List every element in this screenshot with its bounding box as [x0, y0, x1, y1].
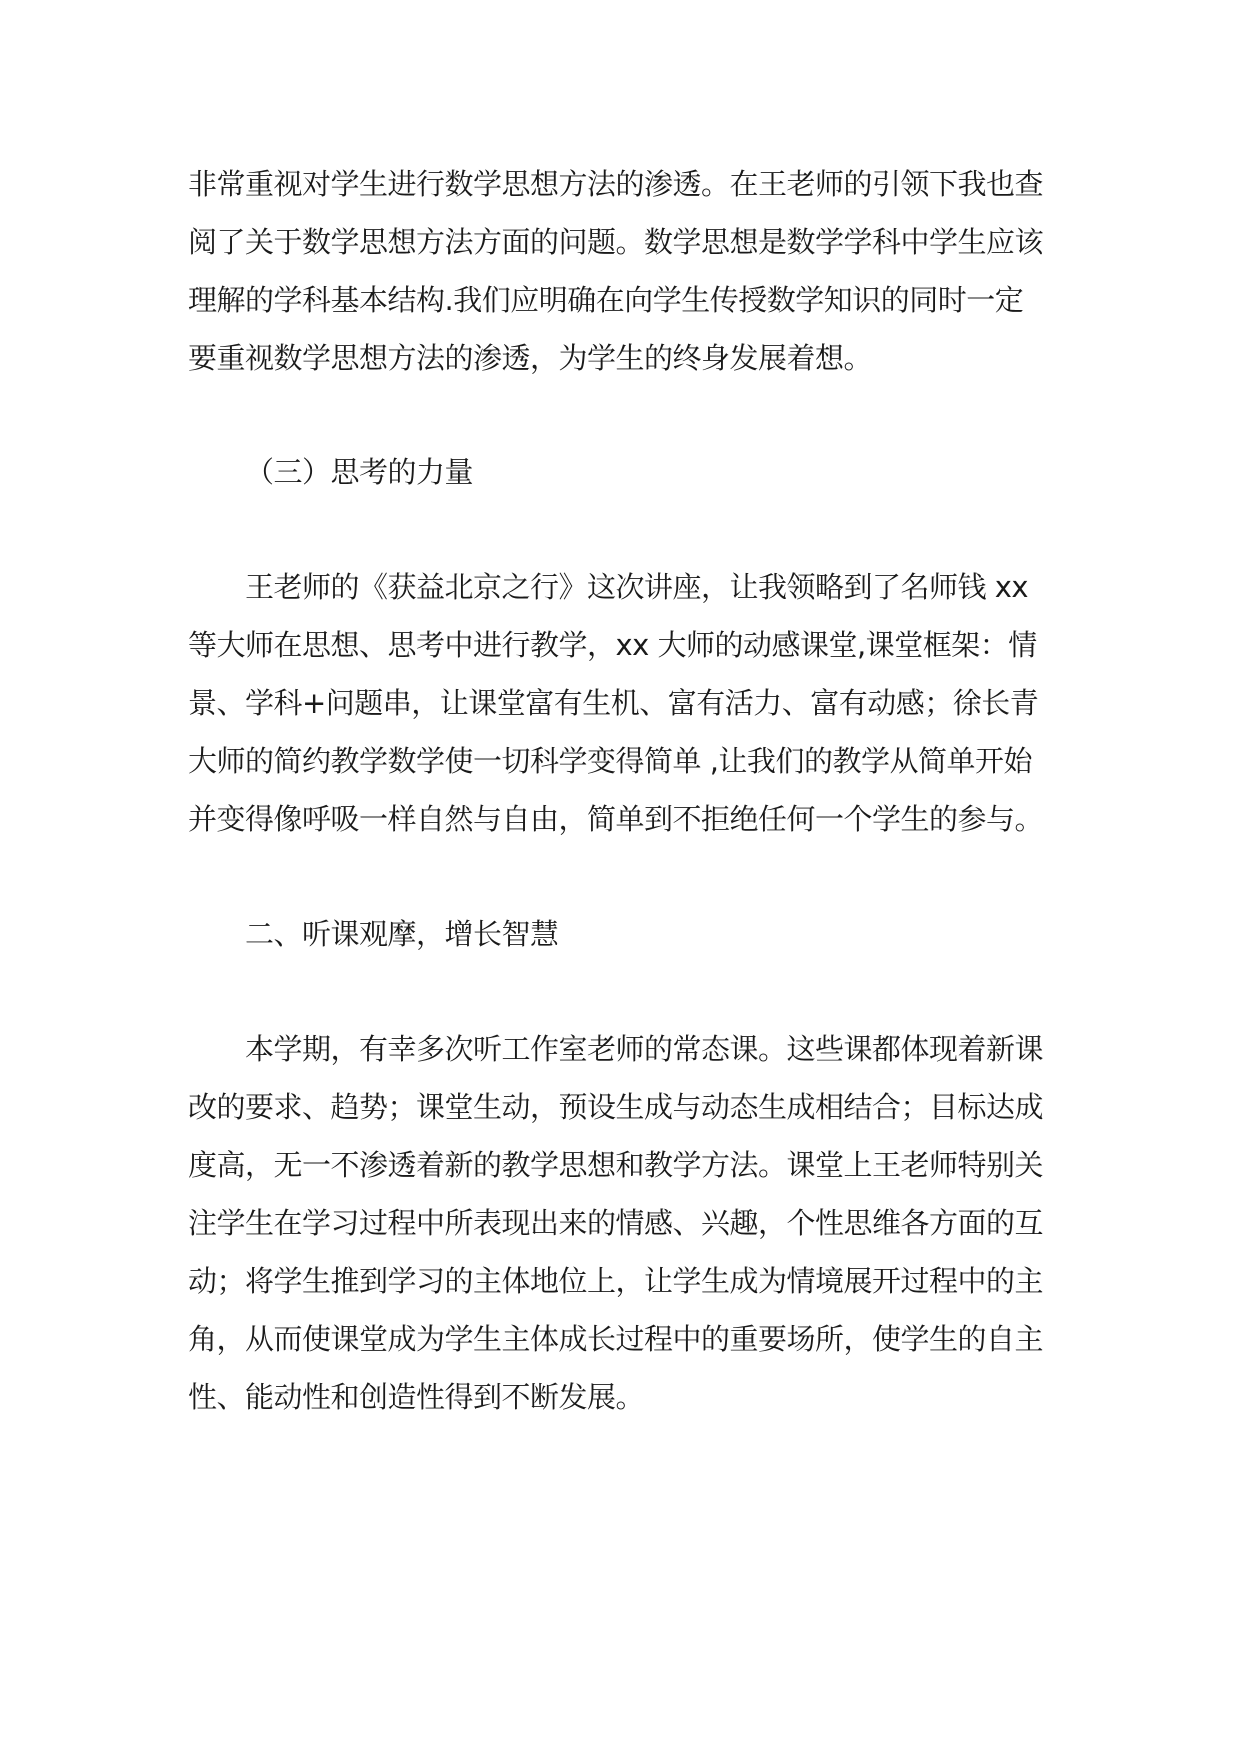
paragraph-line: 角，从而使课堂成为学生主体成长过程中的重要场所，使学生的自主 [188, 1322, 1044, 1356]
paragraph-line: 注学生在学习过程中所表现出来的情感、兴趣，个性思维各方面的互 [188, 1206, 1044, 1240]
paragraph-line: 本学期，有幸多次听工作室老师的常态课。这些课都体现着新课 [245, 1032, 1044, 1066]
paragraph-line: 大师的简约教学数学使一切科学变得简单 ,让我们的教学从简单开始 [188, 744, 1032, 778]
paragraph-line: 动；将学生推到学习的主体地位上，让学生成为情境展开过程中的主 [188, 1264, 1044, 1298]
paragraph-line: 非常重视对学生进行数学思想方法的渗透。在王老师的引领下我也查 [188, 167, 1044, 201]
paragraph-line: 要重视数学思想方法的渗透，为学生的终身发展着想。 [188, 341, 873, 375]
paragraph-line: 度高，无一不渗透着新的教学思想和教学方法。课堂上王老师特别关 [188, 1148, 1044, 1182]
paragraph-line: 等大师在思想、思考中进行教学，xx 大师的动感课堂,课堂框架：情 [188, 628, 1037, 662]
paragraph-line: 改的要求、趋势；课堂生动，预设生成与动态生成相结合；目标达成 [188, 1090, 1044, 1124]
section-heading-observation: 二、听课观摩，增长智慧 [245, 917, 559, 951]
paragraph-line: 景、学科+问题串，让课堂富有生机、富有活力、富有动感；徐长青 [188, 686, 1039, 720]
paragraph-line: 并变得像呼吸一样自然与自由，简单到不拒绝任何一个学生的参与。 [188, 802, 1044, 836]
paragraph-line: 王老师的《获益北京之行》这次讲座，让我领略到了名师钱 xx [245, 570, 1029, 604]
section-heading-thinking-power: （三）思考的力量 [245, 455, 474, 489]
paragraph-line: 性、能动性和创造性得到不断发展。 [188, 1380, 645, 1414]
paragraph-line: 阅了关于数学思想方法方面的问题。数学思想是数学学科中学生应该 [188, 225, 1044, 259]
paragraph-line: 理解的学科基本结构.我们应明确在向学生传授数学知识的同时一定 [188, 283, 1024, 317]
